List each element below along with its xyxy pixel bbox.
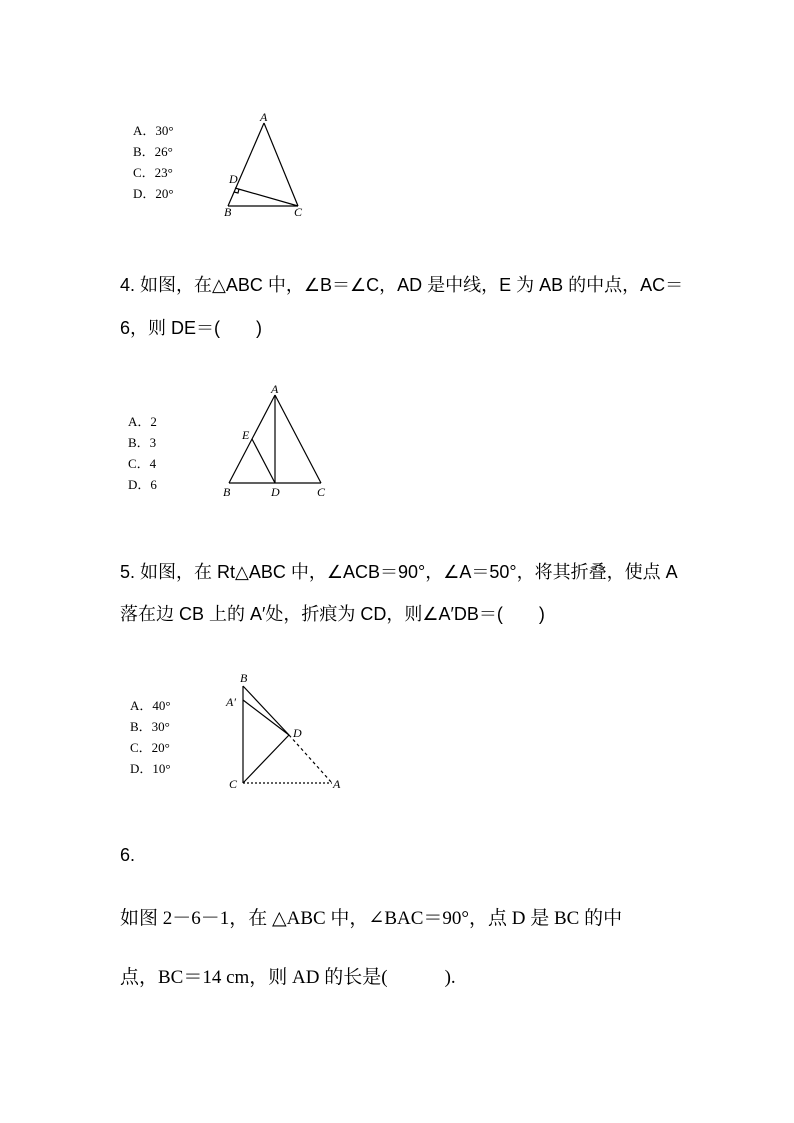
q4-label-d: D bbox=[271, 485, 280, 499]
q5-option-a: A．40° bbox=[130, 698, 171, 713]
q5-fold-cd bbox=[243, 735, 289, 783]
q5-label-b: B bbox=[240, 671, 248, 685]
q4-side-ac bbox=[275, 395, 321, 483]
q3-option-a: A．30° bbox=[133, 123, 174, 138]
q5-dashed-da bbox=[289, 735, 332, 783]
q5-label-c: C bbox=[229, 777, 238, 791]
q3-label-d: D bbox=[229, 172, 238, 186]
q3-option-c: C．23° bbox=[133, 165, 173, 180]
q5-segment-bd bbox=[243, 686, 289, 735]
q3-label-c: C bbox=[294, 205, 303, 219]
q4-label-b: B bbox=[223, 485, 231, 499]
q4-label-a: A bbox=[271, 382, 279, 396]
q5-option-b: B．30° bbox=[130, 719, 170, 734]
q3-option-b: B．26° bbox=[133, 144, 173, 159]
q5-options bbox=[130, 695, 171, 779]
q5-stem-line-1: 5. 如图，在 Rt△ABC 中，∠ACB＝90°，∠A＝50°，将其折叠，使点 A bbox=[120, 562, 678, 582]
q4-option-c: C．4 bbox=[128, 456, 157, 471]
q3-label-a: A bbox=[260, 110, 268, 124]
q4-label-e: E bbox=[242, 428, 250, 442]
q3-option-d: D．20° bbox=[133, 186, 174, 201]
q4-stem-line-1: 4. 如图，在△ABC 中，∠B＝∠C，AD 是中线，E 为 AB 的中点，AC＝ bbox=[120, 275, 684, 295]
q6-stem-line-1: 如图 2－6－1，在 △ABC 中，∠BAC＝90°，点 D 是 BC 的中 bbox=[120, 908, 623, 929]
q5-triangle-figure bbox=[243, 686, 332, 783]
q3-side-ab bbox=[228, 123, 264, 206]
q4-option-a: A．2 bbox=[128, 414, 157, 429]
q5-label-a-prime: A′ bbox=[226, 695, 236, 709]
q5-label-d: D bbox=[293, 726, 302, 740]
q3-label-b: B bbox=[224, 205, 232, 219]
q4-stem-line-2: 6，则 DE＝( ) bbox=[120, 318, 263, 338]
q5-stem-line-2: 落在边 CB 上的 A′处，折痕为 CD，则∠A′DB＝( ) bbox=[120, 604, 545, 624]
q5-option-d: D．10° bbox=[130, 761, 171, 776]
q6-stem-line-2: 点，BC＝14 cm，则 AD 的长是( ). bbox=[120, 967, 456, 988]
q4-option-d: D．6 bbox=[128, 477, 157, 492]
q4-label-c: C bbox=[317, 485, 326, 499]
q3-segment-dc bbox=[235, 188, 298, 206]
q5-segment-a-prime-d bbox=[243, 700, 289, 735]
q4-options bbox=[128, 411, 157, 495]
q5-label-a: A bbox=[333, 777, 341, 791]
q3-side-ac bbox=[264, 123, 298, 206]
q4-option-b: B．3 bbox=[128, 435, 157, 450]
q6-number: 6. bbox=[120, 845, 136, 865]
q4-segment-de bbox=[252, 439, 275, 483]
q5-option-c: C．20° bbox=[130, 740, 170, 755]
